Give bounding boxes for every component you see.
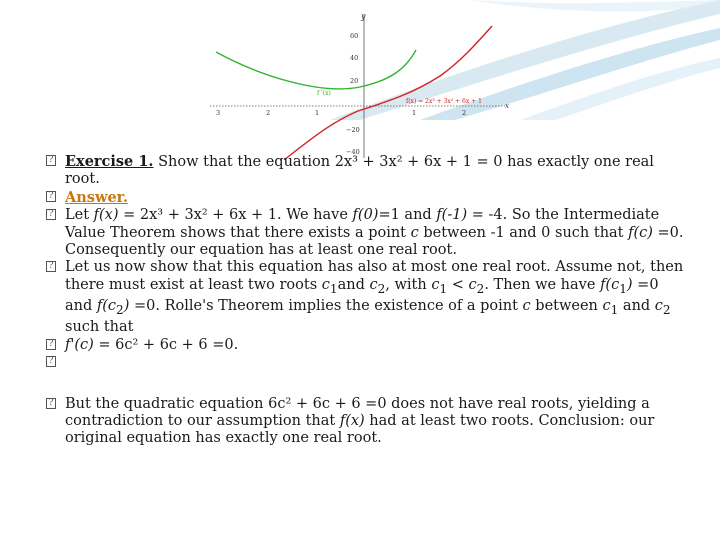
- text-segment: between -1 and 0 such that: [418, 224, 629, 241]
- text-segment: = 6c² + 6c + 6 =0.: [93, 336, 239, 353]
- conclusion-paragraph: [46, 396, 686, 448]
- subscript: 1: [329, 281, 338, 296]
- bullet-icon: ?: [46, 261, 56, 272]
- derivative-paragraph: [46, 337, 686, 354]
- text-segment: such that: [65, 319, 134, 336]
- subscript: 2: [377, 281, 386, 296]
- subscript: 1: [439, 281, 448, 296]
- x-tick-label: 3: [216, 109, 221, 117]
- bullet-icon: ?: [46, 191, 56, 202]
- x-tick-label: 1: [315, 109, 320, 117]
- text-segment: =1 and: [378, 207, 437, 224]
- text-segment: , with: [385, 276, 432, 293]
- function-curve: [284, 26, 492, 160]
- text-segment: and: [337, 276, 370, 293]
- exercise-statement-text: Show that the equation 2x³ + 3x² + 6x + 1 = 0 has exactly one real root.: [65, 154, 654, 188]
- bullet-icon: ?: [46, 398, 56, 409]
- math-fc2: f(c: [96, 298, 117, 315]
- math-c2: c: [654, 298, 663, 315]
- bullet-icon: ?: [46, 209, 56, 220]
- text-segment: had at least two roots. Conclusion: our original equation has exactly one real root.: [65, 413, 655, 447]
- text-segment: =0. Rolle's Theorem implies the existence of a point: [129, 298, 523, 315]
- bullet-icon: ?: [46, 339, 56, 350]
- subscript: 2: [662, 303, 671, 318]
- math-fm1: f(-1): [436, 207, 468, 224]
- math-c2: c: [468, 276, 477, 293]
- subscript: 1: [610, 303, 619, 318]
- x-tick-label: 2: [266, 109, 271, 117]
- subscript: 2: [476, 281, 485, 296]
- y-axis-label: y: [361, 12, 366, 21]
- x-axis-label: x: [505, 102, 509, 110]
- text-segment: and: [618, 298, 655, 315]
- y-tick-label: 60: [350, 32, 359, 40]
- y-tick-label: 20: [350, 77, 359, 85]
- math-fx: f(x): [93, 207, 119, 224]
- function-curve-label: f(x) = 2x³ + 3x² + 6x + 1: [406, 98, 482, 105]
- exercise-title: Exercise 1.: [65, 153, 154, 170]
- math-c1: c: [431, 276, 440, 293]
- spacer: [46, 372, 686, 396]
- math-fprime-c: f'(c): [65, 336, 94, 353]
- math-c1: c: [602, 298, 611, 315]
- text-segment: Let: [65, 207, 94, 224]
- empty-paragraph: [46, 354, 686, 371]
- text-segment: But the quadratic equation 6c² + 6c + 6 =0 does not have real roots, yielding a contradiction to our assumption that: [65, 395, 650, 430]
- y-tick-label: −40: [346, 148, 360, 156]
- bullet-icon: ?: [46, 356, 56, 367]
- subscript: 2: [116, 303, 124, 318]
- y-tick-label: −20: [346, 126, 360, 134]
- text-segment: . Then we have: [484, 276, 601, 293]
- answer-label: Answer.: [65, 188, 129, 206]
- x-tick-label: 1: [412, 109, 417, 117]
- math-paren: ): [626, 276, 633, 293]
- text-segment: = -4. So the Intermediate Value Theorem shows that there exists a point: [65, 207, 660, 241]
- math-fc1: f(c: [600, 276, 620, 293]
- y-tick-label: 40: [350, 54, 359, 62]
- math-fx: f(x): [339, 413, 365, 430]
- text-segment: <: [447, 276, 469, 293]
- math-c: c: [522, 298, 531, 315]
- derivative-curve: [216, 50, 416, 89]
- math-f0: f(0): [352, 207, 379, 224]
- x-tick-label: 2: [462, 109, 467, 117]
- existence-paragraph: [46, 207, 686, 259]
- text-segment: Let us now show that this equation has also at most one real root. Assume not, then there must exist at least two roots: [65, 259, 684, 293]
- bullet-icon: ?: [46, 155, 56, 166]
- rolle-paragraph: [46, 259, 686, 336]
- exercise-statement: [46, 153, 686, 189]
- function-graph: [200, 10, 530, 160]
- text-segment: =0 and: [65, 276, 659, 315]
- math-c2: c: [369, 276, 378, 293]
- math-fc: f(c): [628, 224, 653, 241]
- math-c: c: [410, 224, 419, 241]
- subscript: 1: [619, 281, 627, 296]
- text-segment: between: [530, 298, 603, 315]
- exercise-content: [46, 153, 686, 448]
- math-paren: ): [123, 298, 130, 315]
- derivative-curve-label: f '(x): [317, 90, 331, 97]
- text-segment: = 2x³ + 3x² + 6x + 1. We have: [118, 207, 353, 224]
- text-segment: =0. Consequently our equation has at least one real root.: [65, 224, 684, 259]
- answer-heading: [46, 189, 686, 207]
- math-c1: c: [321, 276, 330, 293]
